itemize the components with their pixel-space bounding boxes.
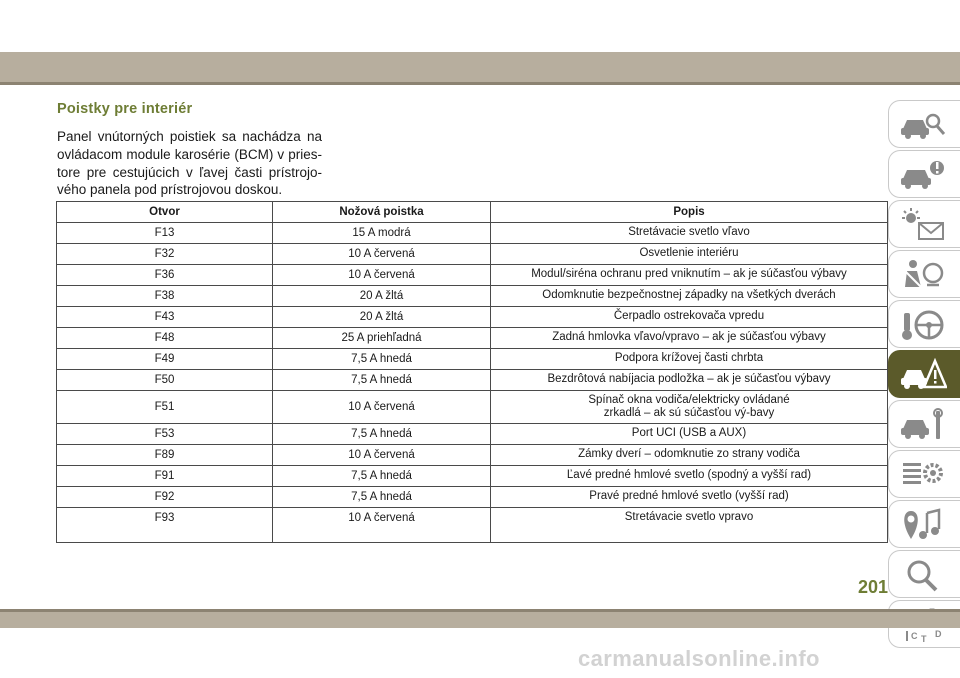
- table-header-row: [57, 202, 888, 223]
- cell-fuse: 7,5 A hnedá: [273, 424, 491, 445]
- key-steering-wheel-icon: [899, 307, 947, 343]
- column-header-blade-fuse: Nožová poistka: [273, 202, 491, 223]
- header-rule: [0, 82, 960, 85]
- column-header-description: Popis: [491, 202, 888, 223]
- car-info-icon: [899, 157, 947, 193]
- cell-slot: F38: [57, 286, 273, 307]
- warning-lights-message-icon: [899, 207, 947, 243]
- cell-slot: F13: [57, 223, 273, 244]
- page-number: 201: [858, 577, 889, 597]
- cell-slot: F48: [57, 328, 273, 349]
- cell-fuse: 7,5 A hnedá: [273, 487, 491, 508]
- table-row: [57, 466, 888, 487]
- tab-emergency[interactable]: [888, 350, 960, 398]
- cell-slot: F91: [57, 466, 273, 487]
- car-search-icon: [899, 107, 947, 143]
- car-hazard-icon: [899, 357, 947, 393]
- cell-description: Podpora krížovej časti chrbta: [491, 349, 888, 370]
- tab-multimedia[interactable]: [888, 500, 960, 548]
- cell-fuse: 7,5 A hnedá: [273, 370, 491, 391]
- table-row: [57, 286, 888, 307]
- cell-description: Pravé predné hmlové svetlo (vyšší rad): [491, 487, 888, 508]
- cell-description: Stretávacie svetlo vpravo: [491, 508, 888, 543]
- tab-servicing[interactable]: [888, 400, 960, 448]
- tab-search[interactable]: [888, 550, 960, 598]
- table-row: [57, 424, 888, 445]
- cell-slot: F32: [57, 244, 273, 265]
- table-row: [57, 244, 888, 265]
- footer-band: [0, 612, 960, 628]
- index-letter: T: [921, 634, 927, 643]
- column-header-slot: Otvor: [57, 202, 273, 223]
- table-row: [57, 349, 888, 370]
- cell-fuse: 15 A modrá: [273, 223, 491, 244]
- section-heading: Poistky pre interiér: [57, 101, 193, 117]
- table-row: [57, 391, 888, 424]
- cell-description: Čerpadlo ostrekovača vpredu: [491, 307, 888, 328]
- cell-slot: F50: [57, 370, 273, 391]
- cell-slot: F43: [57, 307, 273, 328]
- tab-specifications[interactable]: [888, 450, 960, 498]
- cell-fuse: 10 A červená: [273, 265, 491, 286]
- cell-fuse: 10 A červená: [273, 391, 491, 424]
- cell-description: Zámky dverí – odomknutie zo strany vodiča: [491, 445, 888, 466]
- magnifier-index-icon: [899, 557, 947, 593]
- cell-fuse: 10 A červená: [273, 244, 491, 265]
- cell-description: Stretávacie svetlo vľavo: [491, 223, 888, 244]
- watermark: carmanualsonline.info: [578, 646, 820, 671]
- tab-starting-operating[interactable]: [888, 300, 960, 348]
- specifications-list-gear-icon: [899, 457, 947, 493]
- table-row: [57, 487, 888, 508]
- cell-description: Odomknutie bezpečnostnej západky na všetkých dverách: [491, 286, 888, 307]
- cell-description: Bezdrôtová nabíjacia podložka – ak je súčasťou výbavy: [491, 370, 888, 391]
- cell-slot: F49: [57, 349, 273, 370]
- cell-fuse: 20 A žltá: [273, 307, 491, 328]
- cell-fuse: 25 A priehľadná: [273, 328, 491, 349]
- cell-fuse: 20 A žltá: [273, 286, 491, 307]
- header-band: [0, 52, 960, 82]
- cell-slot: F89: [57, 445, 273, 466]
- cell-slot: F53: [57, 424, 273, 445]
- cell-fuse: 7,5 A hnedá: [273, 349, 491, 370]
- table-row: [57, 370, 888, 391]
- cell-fuse: 7,5 A hnedá: [273, 466, 491, 487]
- cell-slot: F92: [57, 487, 273, 508]
- index-letter: C: [911, 631, 918, 641]
- table-row: [57, 445, 888, 466]
- cell-description: Zadná hmlovka vľavo/vpravo – ak je súčasťou výbavy: [491, 328, 888, 349]
- car-service-tools-icon: [899, 407, 947, 443]
- tab-warning-lights[interactable]: [888, 200, 960, 248]
- intro-paragraph: Panel vnútorných poistiek sa nachádza na ovládacom module karosérie (BCM) v pries-tore pre cestujúcich v ľavej časti prístrojo-vého panela pod prístrojovou doskou.: [57, 129, 322, 198]
- table-row: [57, 265, 888, 286]
- cell-description: Osvetlenie interiéru: [491, 244, 888, 265]
- tab-safety[interactable]: [888, 250, 960, 298]
- tab-car-info[interactable]: [888, 150, 960, 198]
- cell-fuse: 10 A červená: [273, 508, 491, 543]
- multimedia-music-icon: [899, 507, 947, 543]
- fuse-table: [56, 201, 888, 543]
- cell-description: Modul/siréna ochranu pred vniknutím – ak je súčasťou výbavy: [491, 265, 888, 286]
- index-letter: D: [935, 629, 942, 639]
- table-row: [57, 328, 888, 349]
- table-row: [57, 223, 888, 244]
- cell-slot: F93: [57, 508, 273, 543]
- cell-description: Ľavé predné hmlové svetlo (spodný a vyšší rad): [491, 466, 888, 487]
- cell-description: Port UCI (USB a AUX): [491, 424, 888, 445]
- cell-slot: F36: [57, 265, 273, 286]
- cell-slot: F51: [57, 391, 273, 424]
- cell-description: Spínač okna vodiča/elektricky ovládané zrkadlá – ak sú súčasťou vý-bavy: [491, 391, 888, 424]
- airbag-seatbelt-icon: [899, 257, 947, 293]
- table-row: [57, 508, 888, 543]
- table-row: [57, 307, 888, 328]
- cell-fuse: 10 A červená: [273, 445, 491, 466]
- tab-car-search[interactable]: [888, 100, 960, 148]
